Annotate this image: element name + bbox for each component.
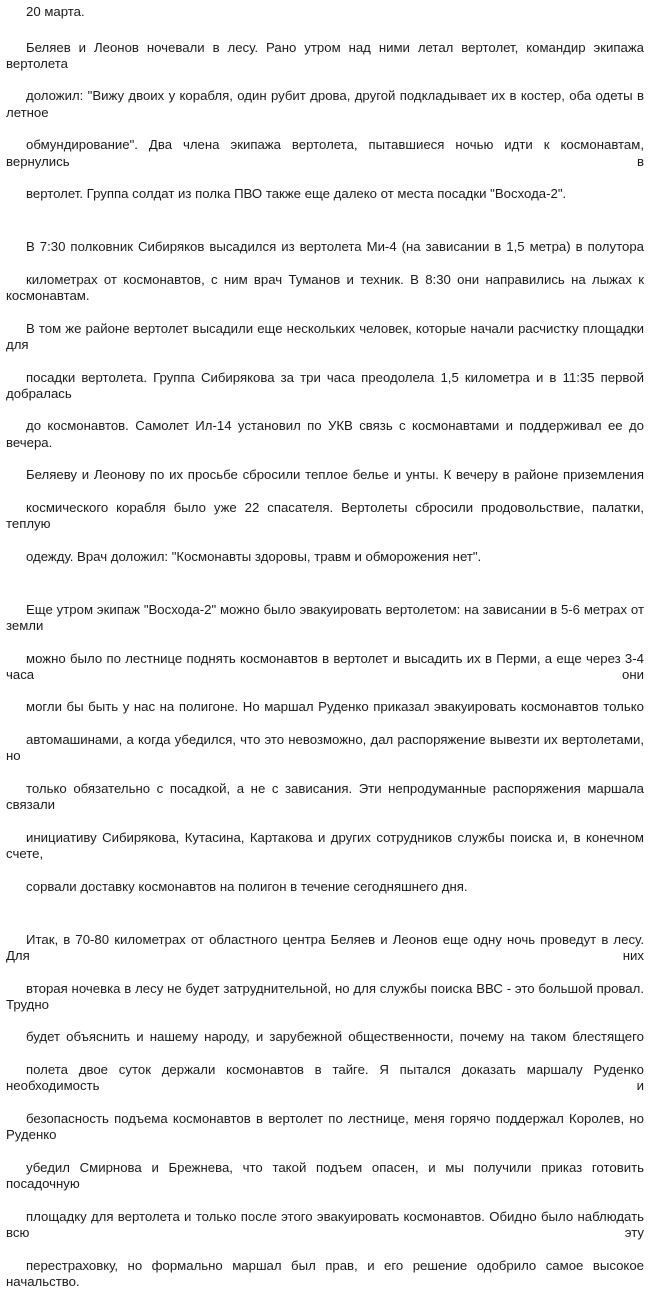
text-line: сорвали доставку космонавтов на полигон в течение сегодняшнего дня. xyxy=(26,878,468,894)
text-line: площадку для вертолета и только после этого эвакуировать космонавтов. Обидно было наблюдать всю эту xyxy=(6,1208,644,1240)
text-line: доложил: "Вижу двоих у корабля, один рубит дрова, другой подкладывает их в костер, оба одеты в летное xyxy=(6,88,644,120)
text-line: только обязательно с посадкой, а не с зависания. Эти непродуманные распоряжения маршала связали xyxy=(6,780,644,813)
text-line: вертолет. Группа солдат из полка ПВО также еще далеко от места посадки "Восхода-2". xyxy=(26,186,567,202)
text-line: Еще утром экипаж "Восхода-2" можно было эвакуировать вертолетом: на зависании в 5-6 метрах от земли xyxy=(6,601,644,633)
text-line: до космонавтов. Самолет Ил-14 установил по УКВ связь с космонавтами и поддерживал ее до вечера. xyxy=(6,418,644,450)
paragraph-3 xyxy=(6,585,644,911)
text-line: Беляев и Леонов ночевали в лесу. Рано утром над ними летал вертолет, командир экипажа вертолета xyxy=(6,39,644,71)
text-line: перестраховку, но формально маршал был прав, и его решение одобрило самое высокое начальство. xyxy=(6,1257,644,1289)
text-line: посадки вертолета. Группа Сибирякова за три часа преодолела 1,5 километра и в 11:35 первой добралась xyxy=(6,369,644,401)
paragraph-1 xyxy=(6,23,644,219)
text-line: обмундирование". Два члена экипажа вертолета, пытавшиеся ночью идти к космонавтам, вернулись в xyxy=(6,137,644,169)
text-line: В том же районе вертолет высадили еще нескольких человек, которые начали расчистку площадки для xyxy=(6,320,644,352)
text-line: Итак, в 70-80 километрах от областного центра Беляев и Леонов еще одну ночь проведут в лесу. Для них xyxy=(6,931,644,963)
entry-date: 20 марта. xyxy=(26,4,85,19)
text-line: космического корабля было уже 22 спасателя. Вертолеты сбросили продовольствие, палатки, теплую xyxy=(6,499,644,532)
text-line: одежду. Врач доложил: "Космонавты здоровы, травм и обморожения нет". xyxy=(26,548,482,564)
paragraph-2 xyxy=(6,223,644,582)
text-line: будет объяснить и нашему народу, и зарубежной общественности, почему на таком блестящего xyxy=(26,1029,644,1045)
text-line: полета двое суток держали космонавтов в тайге. Я пытался доказать маршалу Руденко необходимость и xyxy=(6,1062,644,1094)
text-line: вторая ночевка в лесу не будет затруднительной, но для службы поиска ВВС - это большой провал. Трудно xyxy=(6,980,644,1012)
text-line: убедил Смирнова и Брежнева, что такой подъем опасен, и мы получили приказ готовить посадочную xyxy=(6,1159,644,1192)
text-line: В 7:30 полковник Сибиряков высадился из вертолета Ми-4 (на зависании в 1,5 метра) в полутора xyxy=(26,239,644,255)
text-line: инициативу Сибирякова, Кутасина, Картакова и других сотрудников службы поиска и, в конечном счете, xyxy=(6,829,644,862)
text-line: автомашинами, а когда убедился, что это невозможно, дал распоряжение вывезти их вертолетами, но xyxy=(6,732,644,764)
text-line: можно было по лестнице поднять космонавтов в вертолет и высадить их в Перми, а еще через 3-4 часа они xyxy=(6,650,644,682)
paragraph-4 xyxy=(6,915,644,1306)
text-line: километрах от космонавтов, с ним врач Туманов и техник. В 8:30 они направились на лыжах к космонавтам. xyxy=(6,271,644,304)
text-line: Беляеву и Леонову по их просьбе сбросили теплое белье и унты. К вечеру в районе приземления xyxy=(26,467,644,483)
text-line: могли бы быть у нас на полигоне. Но маршал Руденко приказал эвакуировать космонавтов только xyxy=(26,699,644,715)
text-line: безопасность подъема космонавтов в вертолет по лестнице, меня горячо поддержал Королев, но Руденко xyxy=(6,1110,644,1143)
